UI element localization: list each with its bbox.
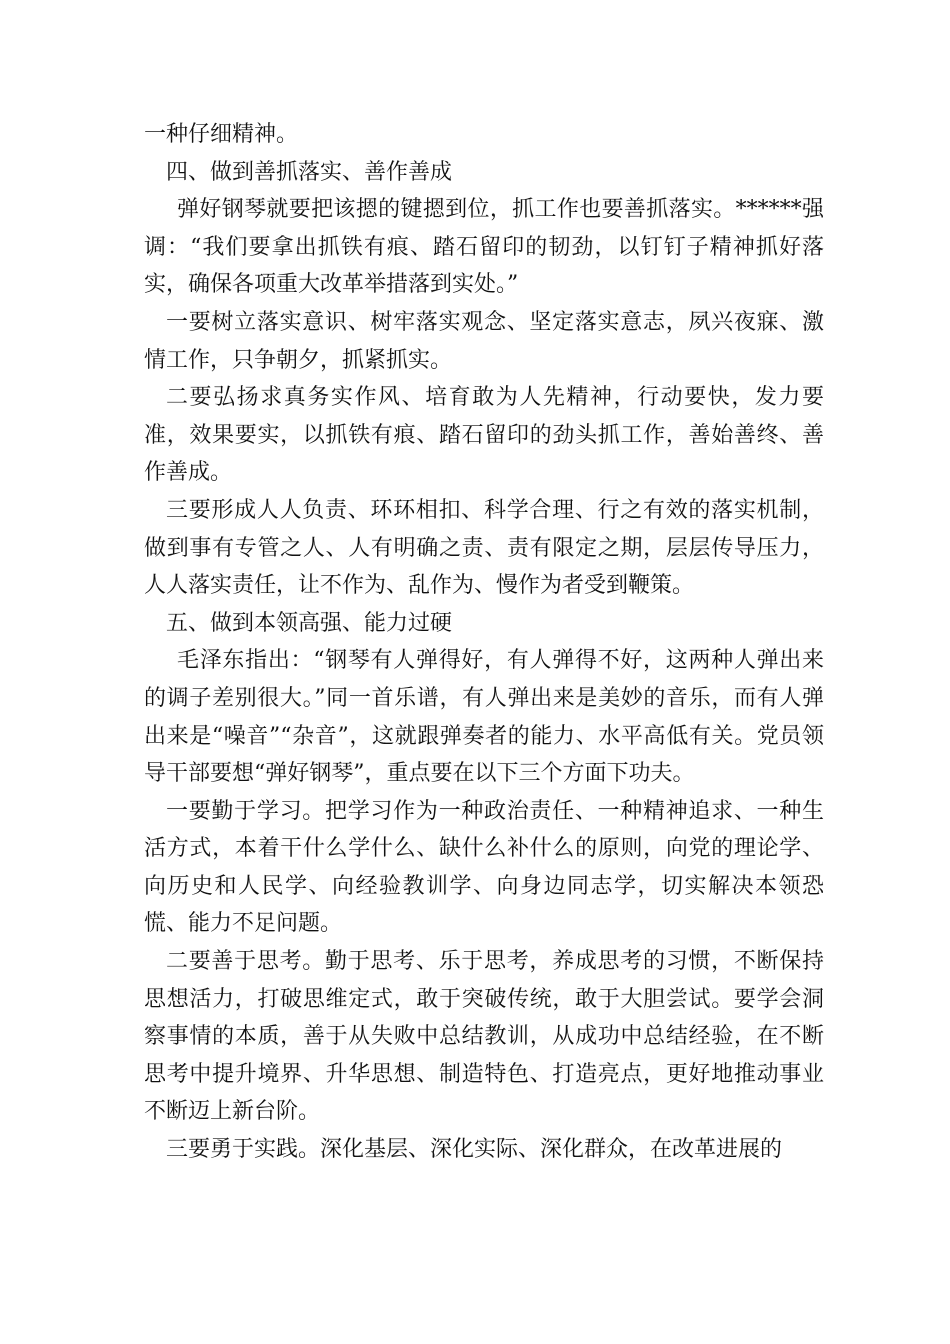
paragraph-point-three: 三要形成人人负责、环环相扣、科学合理、行之有效的落实机制，做到事有专管之人、人有明确之责、责有限定之期，层层传导压力，人人落实责任，让不作为、乱作为、慢作为者受到鞭策。 — [144, 497, 824, 599]
paragraph-study: 一要勤于学习。把学习作为一种政治责任、一种精神追求、一种生活方式，本着干什么学什么、缺什么补什么的原则，向党的理论学、向历史和人民学、向经验教训学、向身边同志学，切实解决本领恐慌、能力不足问题。 — [144, 798, 824, 937]
paragraph-think: 二要善于思考。勤于思考、乐于思考，养成思考的习惯，不断保持思想活力，打破思维定式，敢于突破传统，敢于大胆尝试。要学会洞察事情的本质，善于从失败中总结教训，从成功中总结经验，在不断思考中提升境界、升华思想、制造特色、打造亮点，更好地推动事业不断迈上新台阶。 — [144, 949, 824, 1125]
paragraph-point-one: 一要树立落实意识、树牢落实观念、坚定落实意志，夙兴夜寐、激情工作，只争朝夕，抓紧抓实。 — [144, 309, 824, 373]
paragraph-section-four-intro: 弹好钢琴就要把该摁的键摁到位，抓工作也要善抓落实。******强调：“我们要拿出抓铁有痕、踏石留印的韧劲，以钉钉子精神抓好落实，确保各项重大改革举措落到实处。” — [144, 197, 824, 298]
paragraph-continuation: 一种仔细精神。 — [144, 122, 299, 147]
paragraph-section-five-intro: 毛泽东指出：“钢琴有人弹得好，有人弹得不好，这两种人弹出来的调子差别很大。”同一首乐谱，有人弹出来是美妙的音乐，而有人弹出来是“噪音”“杂音”，这就跟弹奏者的能力、水平高低有关。党员领导干部要想“弹好钢琴”，重点要在以下三个方面下功夫。 — [144, 648, 824, 787]
section-heading-five: 五、做到本领高强、能力过硬 — [166, 610, 453, 636]
document-body — [144, 116, 824, 1169]
section-heading-four: 四、做到善抓落实、善作善成 — [166, 159, 453, 185]
paragraph-point-two: 二要弘扬求真务实作风、培育敢为人先精神，行动要快，发力要准，效果要实，以抓铁有痕、踏石留印的劲头抓工作，善始善终、善作善成。 — [144, 385, 824, 486]
paragraph-practice: 三要勇于实践。深化基层、深化实际、深化群众，在改革进展的 — [166, 1137, 783, 1163]
